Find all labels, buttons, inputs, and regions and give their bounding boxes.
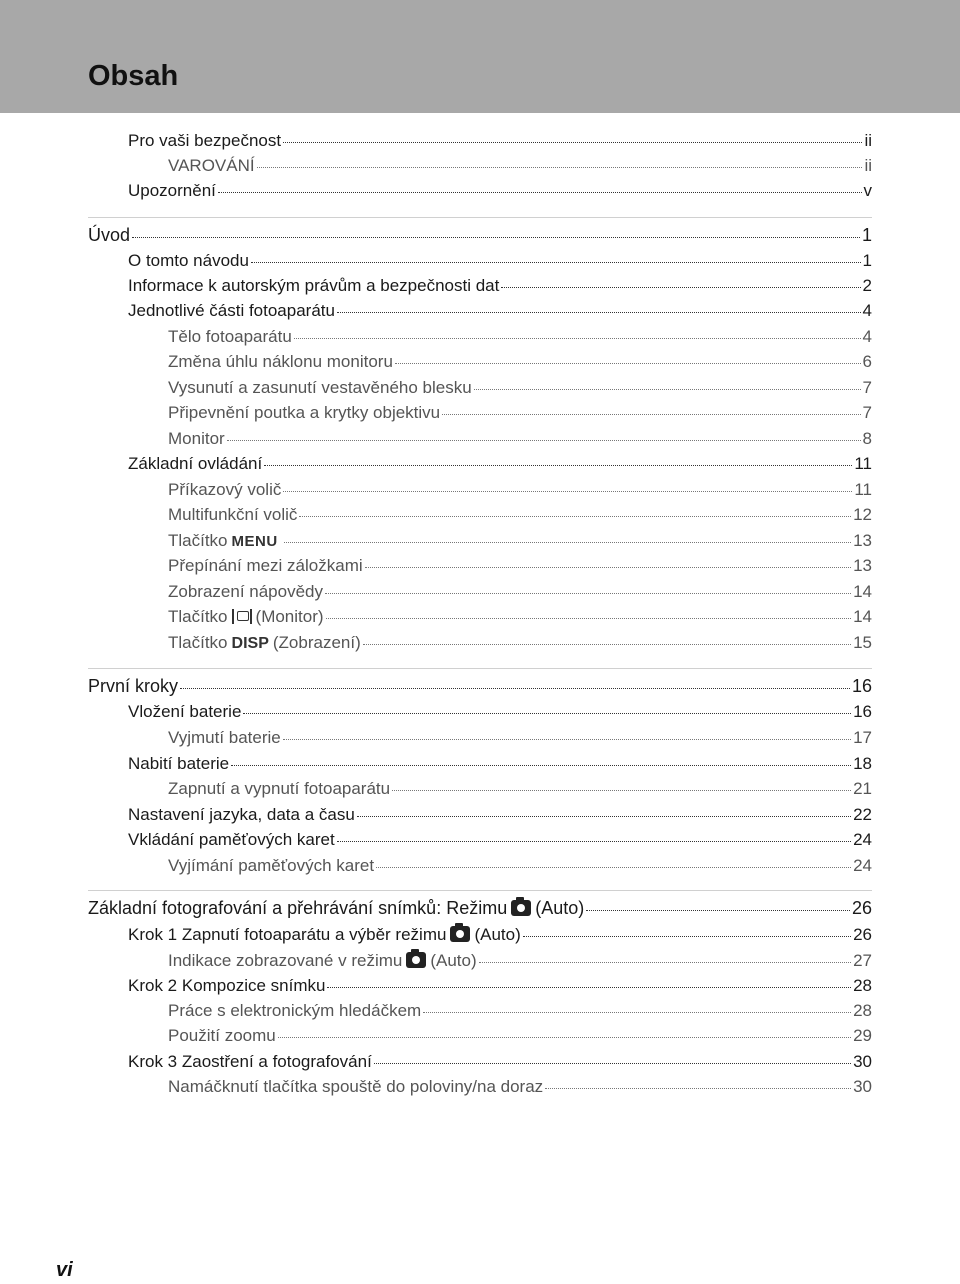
section-divider — [88, 668, 872, 669]
toc-entry-page: 14 — [853, 607, 872, 626]
toc-entry-title: Tlačítko — [168, 531, 228, 550]
dot-leader — [479, 948, 851, 963]
dot-leader — [243, 699, 851, 714]
toc-entry-suffix: (Auto) — [430, 951, 477, 970]
toc-entry-title: Pro vaši bezpečnost — [128, 131, 282, 150]
auto-camera-icon — [511, 900, 531, 916]
toc-entry-page: 30 — [853, 1077, 872, 1096]
dot-leader — [231, 751, 851, 766]
toc-entry-title: Tělo fotoaparátu — [168, 327, 292, 346]
toc-entry-page: 29 — [853, 1026, 872, 1045]
toc-entry-page: ii — [864, 156, 872, 175]
dot-leader — [284, 528, 851, 543]
toc-entry-title: Namáčknutí tlačítka spouště do poloviny/na doraz — [168, 1077, 544, 1096]
toc-entry-page: 21 — [853, 779, 872, 798]
toc-entry-page: 13 — [853, 531, 872, 550]
dot-leader — [442, 400, 860, 415]
dot-leader — [264, 451, 852, 466]
dot-leader — [283, 725, 851, 740]
dot-leader — [218, 178, 862, 193]
toc-entry[interactable] — [128, 924, 872, 950]
toc-entry-page: 1 — [861, 225, 872, 245]
toc-entry-title: Vysunutí a zasunutí vestavěného blesku — [168, 378, 472, 397]
toc-entry-title: Základní fotografování a přehrávání snímků: Režimu — [88, 898, 508, 918]
toc-entry[interactable] — [168, 1077, 872, 1103]
toc-entry-title: Multifunkční volič — [168, 505, 298, 524]
toc-entry-page: v — [863, 181, 872, 200]
toc-entry-page: 16 — [853, 702, 872, 721]
dot-leader — [474, 375, 861, 390]
dot-leader — [395, 349, 861, 364]
dot-leader — [423, 998, 851, 1013]
toc-entry-page: 2 — [862, 276, 872, 295]
dot-leader — [337, 827, 851, 842]
dot-leader — [299, 502, 851, 517]
dot-leader — [376, 853, 851, 868]
toc-entry[interactable] — [88, 898, 872, 924]
dot-leader — [374, 1049, 851, 1064]
toc-entry-page: 7 — [862, 378, 872, 397]
toc-entry[interactable] — [168, 856, 872, 882]
dot-leader — [523, 922, 851, 937]
dot-leader — [357, 802, 851, 817]
menu-button-icon: MENU — [231, 533, 278, 550]
toc-entry-page: 16 — [851, 676, 872, 696]
dot-leader — [283, 128, 862, 143]
toc-entry-suffix: (Auto) — [474, 925, 521, 944]
toc-entry-page: 17 — [853, 728, 872, 747]
dot-leader — [257, 153, 863, 168]
dot-leader — [337, 298, 861, 313]
toc-entry-title: Monitor — [168, 429, 225, 448]
dot-leader — [363, 630, 851, 645]
toc-entry-page: 24 — [853, 830, 872, 849]
auto-camera-icon — [406, 952, 426, 968]
toc-entry-page: 13 — [853, 556, 872, 575]
dot-leader — [180, 674, 850, 689]
toc-entry-page: 28 — [853, 976, 872, 995]
toc-entry-page: 4 — [862, 301, 872, 320]
toc-entry-title: Krok 1 Zapnutí fotoaparátu a výběr režimu — [128, 925, 447, 944]
toc-entry-title: Vyjímání paměťových karet — [168, 856, 375, 875]
dot-leader — [294, 324, 861, 339]
toc-entry-suffix: (Monitor) — [255, 607, 324, 626]
toc-entry-title: Krok 2 Kompozice snímku — [128, 976, 326, 995]
dot-leader — [327, 973, 851, 988]
toc-entry-title: První kroky — [88, 676, 179, 696]
toc-entry-page: 27 — [853, 951, 872, 970]
dot-leader — [501, 273, 860, 288]
toc-entry-title: Základní ovládání — [128, 454, 263, 473]
toc-entry-title: Připevnění poutka a krytky objektivu — [168, 403, 441, 422]
toc-entry-page: 26 — [851, 898, 872, 918]
toc-entry-suffix: (Auto) — [535, 898, 585, 918]
toc-entry-page: 14 — [853, 582, 872, 601]
dot-leader — [365, 553, 851, 568]
toc-entry-page: 7 — [862, 403, 872, 422]
auto-camera-icon — [450, 926, 470, 942]
toc-entry-title: Vkládání paměťových karet — [128, 830, 335, 849]
toc-entry-page: 12 — [853, 505, 872, 524]
monitor-button-icon — [232, 609, 252, 624]
toc-entry-title: Použití zoomu — [168, 1026, 276, 1045]
toc-entry-title: Indikace zobrazované v režimu — [168, 951, 403, 970]
toc-entry-title: Zobrazení nápovědy — [168, 582, 323, 601]
toc-entry-page: 6 — [862, 352, 872, 371]
toc-entry-page: 26 — [853, 925, 872, 944]
toc-entry-title: Zapnutí a vypnutí fotoaparátu — [168, 779, 391, 798]
toc-entry-title: Změna úhlu náklonu monitoru — [168, 352, 393, 371]
toc-entry-page: ii — [864, 131, 872, 150]
toc-entry-page: 1 — [862, 251, 872, 270]
toc-entry-title: Nabití baterie — [128, 754, 230, 773]
dot-leader — [227, 426, 861, 441]
toc-entry-title: Tlačítko — [168, 633, 228, 652]
dot-leader — [326, 604, 852, 619]
toc-entry-title: VAROVÁNÍ — [168, 156, 255, 175]
page-number: vi — [56, 1259, 73, 1281]
section-divider — [88, 890, 872, 891]
toc-entry-title: Příkazový volič — [168, 480, 282, 499]
dot-leader — [545, 1074, 851, 1089]
page-header — [0, 0, 960, 113]
toc-entry-title: Práce s elektronickým hledáčkem — [168, 1001, 422, 1020]
toc-entry-page: 28 — [853, 1001, 872, 1020]
toc-entry-title: Tlačítko — [168, 607, 228, 626]
page-title: Obsah — [88, 60, 179, 92]
dot-leader — [325, 579, 851, 594]
toc-entry-title: Jednotlivé části fotoaparátu — [128, 301, 335, 320]
dot-leader — [586, 896, 850, 911]
toc-entry-page: 4 — [862, 327, 872, 346]
toc-entry-page: 30 — [853, 1052, 872, 1071]
dot-leader — [132, 223, 860, 238]
toc-entry[interactable] — [128, 181, 872, 207]
toc-entry-page: 8 — [862, 429, 872, 448]
toc-entry-title: O tomto návodu — [128, 251, 249, 270]
toc-entry-title: Nastavení jazyka, data a času — [128, 805, 355, 824]
toc-entry-page: 18 — [853, 754, 872, 773]
toc-entry-page: 24 — [853, 856, 872, 875]
toc-entry-page: 22 — [853, 805, 872, 824]
dot-leader — [392, 776, 851, 791]
dot-leader — [283, 477, 852, 492]
toc-entry-title: Informace k autorským právům a bezpečnosti dat — [128, 276, 500, 295]
toc-entry-page: 15 — [853, 633, 872, 652]
toc-entry-suffix: (Zobrazení) — [272, 633, 361, 652]
toc-entry-title: Upozornění — [128, 181, 216, 200]
toc-entry-page: 11 — [854, 454, 872, 473]
section-divider — [88, 217, 872, 218]
toc-entry-title: Úvod — [88, 225, 131, 245]
toc-entry-page: 11 — [854, 480, 872, 499]
disp-button-icon: DISP — [231, 635, 269, 652]
toc-entry-title: Přepínání mezi záložkami — [168, 556, 363, 575]
toc-entry[interactable] — [168, 633, 872, 659]
dot-leader — [278, 1023, 851, 1038]
toc-entry-title: Vyjmutí baterie — [168, 728, 281, 747]
toc-entry-title: Krok 3 Zaostření a fotografování — [128, 1052, 372, 1071]
toc-entry-title: Vložení baterie — [128, 702, 242, 721]
dot-leader — [251, 248, 861, 263]
